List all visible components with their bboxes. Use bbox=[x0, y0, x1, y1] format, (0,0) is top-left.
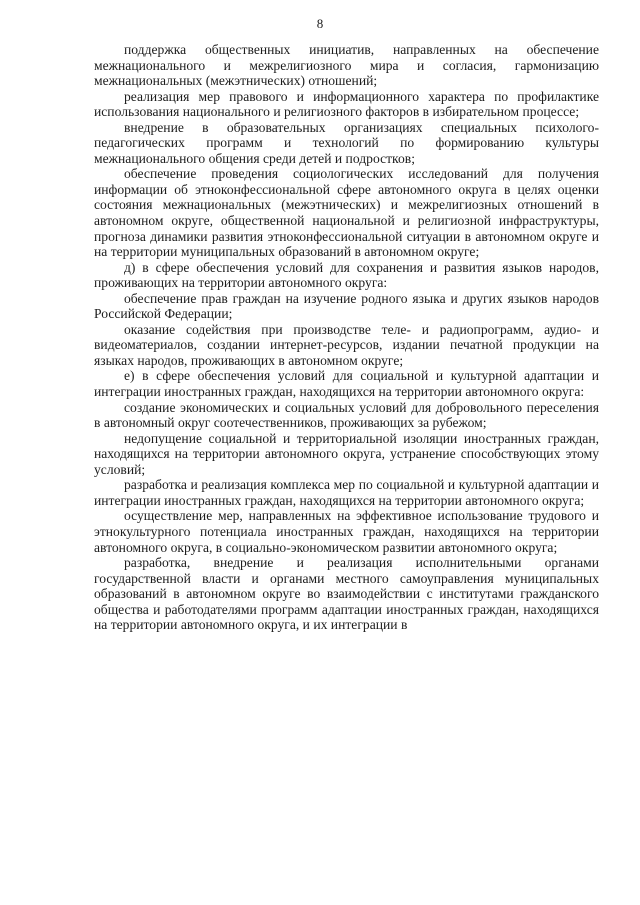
paragraph: разработка и реализация комплекса мер по социальной и культурной адаптации и интеграции иностранных граждан, находящихся на территории автономного округа; bbox=[94, 477, 599, 508]
paragraph: обеспечение прав граждан на изучение родного языка и других языков народов Российской Федерации; bbox=[94, 290, 599, 322]
body-text bbox=[94, 42, 599, 633]
paragraph: создание экономических и социальных условий для добровольного переселения в автономный округ соотечественников, проживающих за рубежом; bbox=[94, 399, 599, 431]
paragraph: поддержка общественных инициатив, направленных на обеспечение межнационального и межрелигиозного мира и согласия, гармонизацию межнациональных (межэтнических) отношений; bbox=[94, 42, 599, 89]
paragraph: е) в сфере обеспечения условий для социальной и культурной адаптации и интеграции иностранных граждан, находящихся на территории автономного округа: bbox=[94, 368, 599, 400]
paragraph: осуществление мер, направленных на эффективное использование трудового и этнокультурного потенциала иностранных граждан, находящихся на территории автономного округа, в социально-экономическом развитии автономного округа; bbox=[94, 508, 599, 555]
paragraph: обеспечение проведения социологических исследований для получения информации об этноконфессиональной сфере автономного округа в целях оценки состояния межнациональных (межэтнических) и межрелигиозных отношений в автономном округе, общественной национальной и религиозной инфраструктуры, прогноза динамики развития этноконфессиональной ситуации в автономном округе и на территории муниципальных образований в автономном округе; bbox=[94, 166, 599, 260]
paragraph: внедрение в образовательных организациях специальных психолого-педагогических программ и технологий по формированию культуры межнационального общения среди детей и подростков; bbox=[94, 119, 599, 166]
page-number: 8 bbox=[316, 16, 324, 31]
paragraph: разработка, внедрение и реализация исполнительными органами государственной власти и органами местного самоуправления муниципальных образований в автономном округе во взаимодействии с институтами гражданского общества и работодателями программ адаптации иностранных граждан, находящихся на территории автономного округа, и их интеграции в bbox=[94, 555, 599, 633]
paragraph: реализация мер правового и информационного характера по профилактике использования национального и религиозного факторов в избирательном процессе; bbox=[94, 88, 599, 120]
paragraph: оказание содействия при производстве теле- и радиопрограмм, аудио- и видеоматериалов, создании интернет-ресурсов, издании печатной продукции на языках народов, проживающих в автономном округе; bbox=[94, 321, 599, 368]
paragraph: недопущение социальной и территориальной изоляции иностранных граждан, находящихся на территории автономного округа, устранение способствующих этому условий; bbox=[94, 430, 599, 477]
paragraph: д) в сфере обеспечения условий для сохранения и развития языков народов, проживающих на территории автономного округа: bbox=[94, 259, 599, 291]
